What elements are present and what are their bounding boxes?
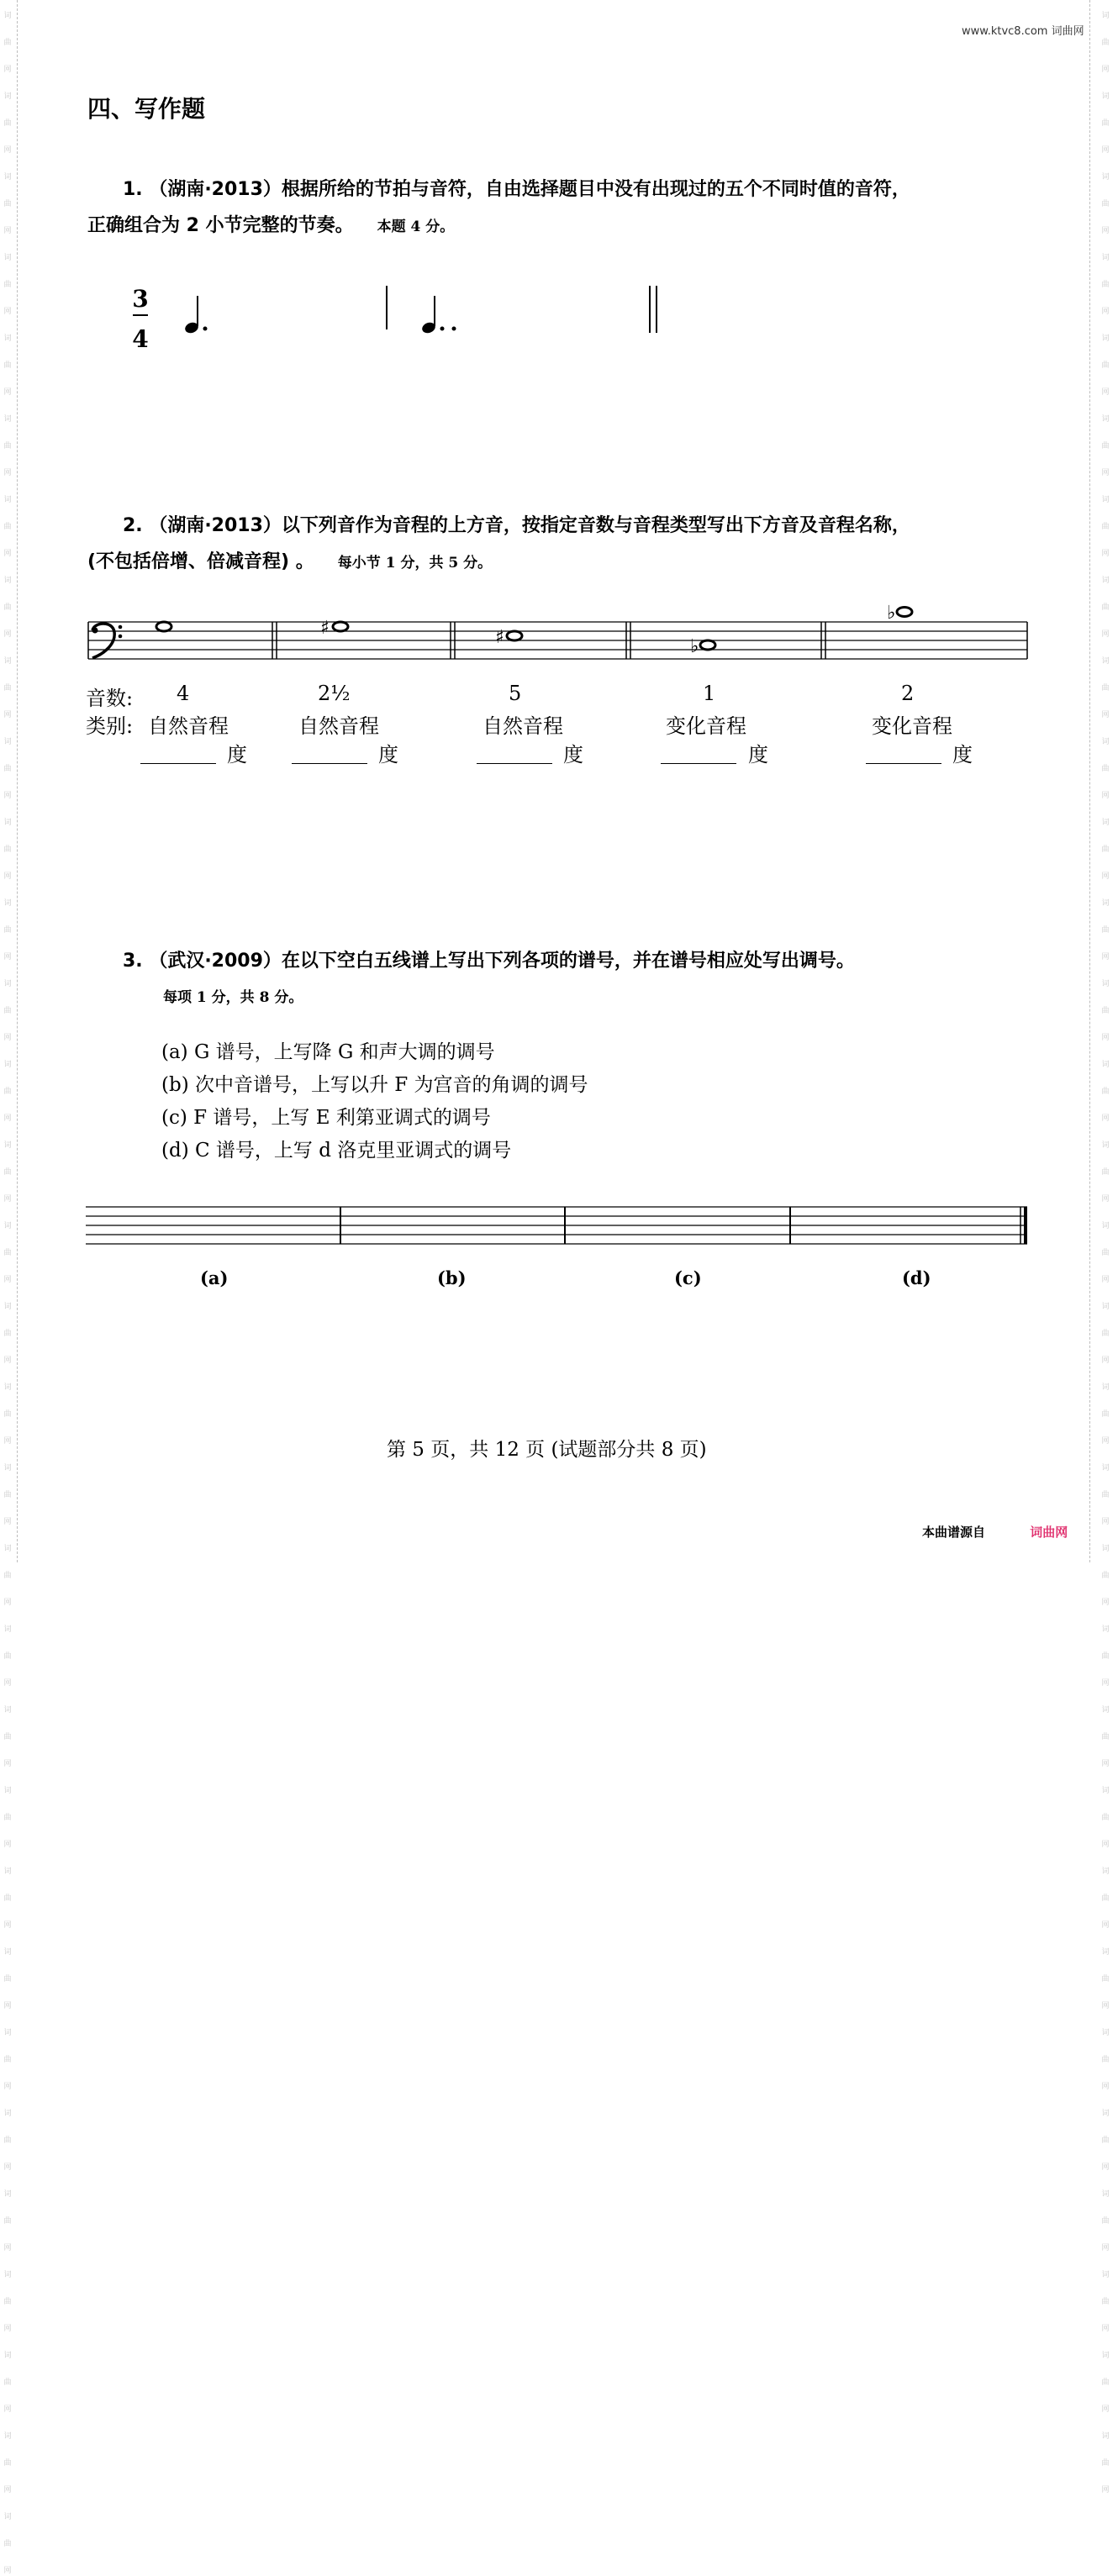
answer-blank[interactable] [292, 763, 367, 764]
interval-number: 1 [703, 682, 716, 705]
double-dotted-quarter-note [420, 296, 456, 335]
q3-blank-staff [84, 1200, 1034, 1251]
watermark-char: 词 [3, 1141, 12, 1150]
watermark-char: 曲 [1101, 845, 1110, 854]
watermark-char: 曲 [3, 200, 12, 208]
watermark-char: 网 [3, 711, 12, 719]
answer-blank[interactable] [661, 763, 736, 764]
watermark-char: 曲 [1101, 1088, 1110, 1096]
watermark-char: 网 [1101, 388, 1110, 397]
degree-unit: 度 [748, 743, 768, 766]
q2-text-line2-row [87, 547, 492, 573]
q2-bass-staff [84, 605, 1034, 664]
watermark-char: 词 [3, 980, 12, 988]
staff-measure-label: (d) [902, 1267, 931, 1288]
watermark-char: 词 [1101, 738, 1110, 746]
interval-number: 2½ [318, 682, 351, 705]
watermark-char: 曲 [1101, 281, 1110, 289]
watermark-char: 网 [1101, 66, 1110, 74]
watermark-char: 词 [1101, 1464, 1110, 1472]
q1-text-line2: 正确组合为 2 小节完整的节奏。 [87, 215, 354, 236]
interval-number: 2 [901, 682, 915, 705]
watermark-char: 曲 [3, 684, 12, 693]
watermark-char: 网 [1101, 2405, 1110, 2414]
watermark-char: 词 [3, 254, 12, 262]
watermark-char: 网 [1101, 2486, 1110, 2494]
watermark-char: 网 [1101, 146, 1110, 155]
watermark-char: 曲 [3, 442, 12, 450]
watermark-char: 词 [3, 657, 12, 666]
q1-text-line1: 1. （湖南·2013）根据所给的节拍与音符，自由选择题目中没有出现过的五个不同时值的音符， [123, 179, 910, 200]
watermark-char: 词 [1101, 657, 1110, 666]
watermark-char: 曲 [3, 1572, 12, 1580]
watermark-char: 词 [3, 1545, 12, 1553]
interval-type: 变化音程 [666, 714, 746, 738]
q1-time-signature-top: 3 [132, 285, 149, 313]
watermark-char: 词 [1101, 1625, 1110, 1634]
watermark-char: 曲 [1101, 361, 1110, 370]
watermark-char: 曲 [1101, 523, 1110, 531]
q3-item: (b) 次中音谱号，上写以升 F 为宫音的角调的调号 [161, 1074, 588, 1096]
watermark-char: 曲 [1101, 1410, 1110, 1419]
watermark-char: 词 [1101, 1141, 1110, 1150]
watermark-char: 词 [3, 2352, 12, 2360]
watermark-char: 曲 [3, 1491, 12, 1499]
watermark-char: 网 [1101, 1034, 1110, 1042]
site-name: 词曲网 [1051, 25, 1084, 38]
watermark-char: 词 [1101, 819, 1110, 827]
watermark-char: 网 [3, 2567, 12, 2575]
watermark-char: 词 [1101, 12, 1110, 20]
q2-numbers-label: 音数: [86, 687, 134, 710]
watermark-char: 词 [3, 1625, 12, 1634]
watermark-char: 曲 [1101, 2459, 1110, 2468]
watermark-char: 网 [3, 2405, 12, 2414]
watermark-char: 网 [1101, 1760, 1110, 1768]
left-watermark-strip [2, 12, 13, 2575]
watermark-char: 曲 [3, 281, 12, 289]
watermark-char: 网 [1101, 2325, 1110, 2333]
watermark-char: 网 [3, 1114, 12, 1123]
q1-text-line2-row [87, 211, 454, 237]
watermark-char: 词 [1101, 254, 1110, 262]
watermark-char: 词 [3, 173, 12, 182]
watermark-char: 网 [3, 308, 12, 316]
watermark-char: 网 [1101, 1195, 1110, 1204]
watermark-char: 词 [1101, 899, 1110, 908]
page-info: 第 5 页，共 12 页 (试题部分共 8 页) [387, 1439, 707, 1461]
watermark-char: 网 [3, 792, 12, 800]
q2-types-label: 类别: [86, 714, 134, 738]
degree-unit: 度 [378, 743, 398, 766]
site-url: www.ktvc8.com [962, 25, 1048, 38]
flat-accidental-icon: ♭ [690, 636, 699, 657]
watermark-char: 曲 [1101, 1975, 1110, 1983]
watermark-char: 网 [3, 1034, 12, 1042]
watermark-char: 曲 [3, 1007, 12, 1015]
watermark-char: 网 [1101, 1437, 1110, 1446]
watermark-char: 网 [1101, 1356, 1110, 1365]
watermark-char: 词 [1101, 173, 1110, 182]
watermark-char: 网 [1101, 2163, 1110, 2172]
source-brand[interactable]: 词曲网 [1030, 1525, 1068, 1540]
watermark-char: 词 [3, 92, 12, 101]
watermark-char: 曲 [1101, 442, 1110, 450]
watermark-char: 曲 [1101, 1572, 1110, 1580]
watermark-char: 曲 [3, 2056, 12, 2064]
watermark-char: 网 [1101, 2244, 1110, 2252]
watermark-char: 词 [1101, 2190, 1110, 2199]
watermark-char: 词 [1101, 1061, 1110, 1069]
watermark-char: 曲 [1101, 39, 1110, 47]
watermark-char: 词 [3, 1222, 12, 1230]
watermark-char: 曲 [3, 523, 12, 531]
whole-note [700, 640, 715, 650]
watermark-char: 词 [3, 1867, 12, 1876]
watermark-char: 网 [3, 227, 12, 235]
staff-lines [86, 1207, 1027, 1244]
watermark-char: 曲 [1101, 200, 1110, 208]
watermark-char: 词 [3, 496, 12, 504]
whole-note [507, 631, 522, 640]
interval-type: 自然音程 [298, 714, 379, 738]
watermark-char: 曲 [1101, 119, 1110, 128]
watermark-char: 网 [3, 1437, 12, 1446]
watermark-char: 曲 [3, 2136, 12, 2145]
watermark-char: 网 [1101, 953, 1110, 961]
watermark-char: 词 [1101, 92, 1110, 101]
watermark-char: 网 [1101, 2002, 1110, 2010]
watermark-char: 网 [1101, 711, 1110, 719]
watermark-char: 词 [1101, 496, 1110, 504]
interval-type: 自然音程 [148, 714, 229, 738]
watermark-char: 网 [3, 872, 12, 881]
watermark-char: 曲 [3, 1330, 12, 1338]
site-watermark [962, 22, 1084, 38]
q2-text-line2: (不包括倍增、倍减音程) 。 [87, 551, 314, 572]
watermark-char: 词 [3, 1948, 12, 1957]
right-dashed-rule [1089, 0, 1090, 1562]
watermark-char: 网 [3, 953, 12, 961]
watermark-char: 词 [3, 2110, 12, 2118]
q3-score-note: 每项 1 分，共 8 分。 [163, 989, 303, 1006]
watermark-char: 网 [3, 1518, 12, 1526]
interval-number: 5 [509, 682, 522, 705]
watermark-char: 曲 [1101, 1733, 1110, 1741]
watermark-char: 网 [3, 630, 12, 639]
watermark-char: 曲 [1101, 2136, 1110, 2145]
q1-score-note: 本题 4 分。 [377, 219, 455, 235]
watermark-char: 词 [1101, 1545, 1110, 1553]
watermark-char: 词 [1101, 1222, 1110, 1230]
dotted-quarter-note [183, 296, 207, 335]
watermark-char: 词 [1101, 1303, 1110, 1311]
watermark-char: 曲 [1101, 1249, 1110, 1257]
watermark-char: 网 [3, 1921, 12, 1930]
watermark-char: 词 [3, 1303, 12, 1311]
watermark-char: 曲 [3, 1168, 12, 1177]
interval-number: 4 [177, 682, 190, 705]
watermark-char: 网 [3, 2083, 12, 2091]
watermark-char: 曲 [3, 119, 12, 128]
degree-unit: 度 [952, 743, 973, 766]
watermark-char: 词 [3, 415, 12, 424]
watermark-char: 词 [1101, 1948, 1110, 1957]
watermark-char: 网 [3, 550, 12, 558]
watermark-char: 词 [1101, 2029, 1110, 2037]
watermark-char: 曲 [3, 926, 12, 935]
whole-note [333, 622, 348, 631]
watermark-char: 网 [1101, 792, 1110, 800]
watermark-char: 词 [1101, 577, 1110, 585]
flat-accidental-icon: ♭ [887, 603, 896, 624]
watermark-char: 曲 [3, 2540, 12, 2548]
watermark-char: 曲 [1101, 2217, 1110, 2226]
watermark-char: 曲 [3, 2459, 12, 2468]
watermark-char: 曲 [3, 2217, 12, 2226]
watermark-char: 曲 [1101, 1330, 1110, 1338]
watermark-char: 词 [1101, 1383, 1110, 1392]
watermark-char: 曲 [1101, 765, 1110, 773]
watermark-char: 词 [3, 819, 12, 827]
watermark-char: 曲 [3, 39, 12, 47]
watermark-char: 词 [3, 1061, 12, 1069]
left-dashed-rule [17, 0, 18, 1562]
watermark-char: 网 [1101, 1679, 1110, 1688]
sharp-accidental-icon: ♯ [320, 618, 330, 639]
watermark-char: 曲 [1101, 2056, 1110, 2064]
whole-note [156, 622, 171, 631]
watermark-char: 词 [3, 899, 12, 908]
watermark-char: 曲 [1101, 2378, 1110, 2387]
q3-item: (d) C 谱号，上写 d 洛克里亚调式的调号 [161, 1140, 512, 1162]
watermark-char: 曲 [3, 1975, 12, 1983]
watermark-char: 词 [1101, 415, 1110, 424]
watermark-char: 词 [1101, 1706, 1110, 1715]
watermark-char: 词 [1101, 1867, 1110, 1876]
watermark-char: 词 [3, 738, 12, 746]
degree-unit: 度 [563, 743, 583, 766]
watermark-char: 曲 [3, 2378, 12, 2387]
q3-item: (a) G 谱号，上写降 G 和声大调的调号 [161, 1041, 495, 1063]
q3-item: (c) F 谱号，上写 E 利第亚调式的调号 [161, 1107, 491, 1129]
watermark-char: 曲 [1101, 1168, 1110, 1177]
watermark-char: 曲 [3, 1814, 12, 1822]
answer-blank[interactable] [477, 763, 552, 764]
watermark-char: 网 [3, 1841, 12, 1849]
watermark-char: 词 [1101, 2110, 1110, 2118]
watermark-char: 曲 [3, 1410, 12, 1419]
watermark-char: 网 [1101, 1276, 1110, 1284]
watermark-char: 网 [3, 2325, 12, 2333]
watermark-char: 词 [3, 2432, 12, 2441]
watermark-char: 曲 [3, 845, 12, 854]
watermark-char: 曲 [1101, 684, 1110, 693]
q3-text-line1: 3. （武汉·2009）在以下空白五线谱上写出下列各项的谱号，并在谱号相应处写出调号。 [123, 951, 855, 972]
watermark-char: 网 [3, 2002, 12, 2010]
watermark-char: 曲 [3, 1088, 12, 1096]
interval-type: 变化音程 [872, 714, 952, 738]
interval-type: 自然音程 [483, 714, 563, 738]
watermark-char: 曲 [3, 603, 12, 612]
watermark-char: 曲 [1101, 1894, 1110, 1903]
watermark-char: 词 [3, 1464, 12, 1472]
watermark-char: 网 [1101, 227, 1110, 235]
watermark-char: 网 [3, 388, 12, 397]
watermark-char: 曲 [1101, 2298, 1110, 2306]
sharp-accidental-icon: ♯ [495, 627, 504, 648]
watermark-char: 曲 [1101, 603, 1110, 612]
watermark-char: 网 [3, 1679, 12, 1688]
watermark-char: 网 [3, 2486, 12, 2494]
watermark-char: 网 [3, 66, 12, 74]
watermark-char: 曲 [1101, 1814, 1110, 1822]
watermark-char: 网 [3, 1195, 12, 1204]
source-prefix: 本曲谱源自 [922, 1525, 986, 1540]
staff-lines [88, 622, 1027, 659]
staff-measure-label: (a) [200, 1267, 229, 1288]
watermark-char: 词 [3, 1787, 12, 1795]
watermark-char: 词 [3, 2271, 12, 2279]
watermark-char: 词 [1101, 2432, 1110, 2441]
watermark-char: 曲 [3, 1894, 12, 1903]
watermark-char: 曲 [3, 361, 12, 370]
watermark-char: 曲 [3, 2298, 12, 2306]
watermark-char: 词 [1101, 1787, 1110, 1795]
watermark-char: 网 [3, 1276, 12, 1284]
staff-measure-label: (c) [674, 1267, 702, 1288]
watermark-char: 网 [1101, 872, 1110, 881]
watermark-char: 词 [1101, 2352, 1110, 2360]
watermark-char: 词 [3, 2029, 12, 2037]
q1-time-signature-bottom: 4 [132, 325, 149, 353]
watermark-char: 网 [3, 1599, 12, 1607]
watermark-char: 词 [1101, 980, 1110, 988]
watermark-char: 网 [1101, 550, 1110, 558]
watermark-char: 曲 [1101, 1491, 1110, 1499]
answer-blank[interactable] [140, 763, 216, 764]
watermark-char: 网 [3, 2244, 12, 2252]
q2-text-line1: 2. （湖南·2013）以下列音作为音程的上方音，按指定音数与音程类型写出下方音及音程名称， [123, 515, 910, 536]
watermark-char: 词 [3, 2513, 12, 2521]
watermark-char: 曲 [1101, 1652, 1110, 1661]
watermark-char: 曲 [1101, 926, 1110, 935]
watermark-char: 词 [3, 12, 12, 20]
q2-score-note: 每小节 1 分，共 5 分。 [337, 555, 493, 572]
watermark-char: 网 [3, 2163, 12, 2172]
watermark-char: 网 [3, 1760, 12, 1768]
whole-note [897, 608, 912, 617]
watermark-char: 网 [1101, 308, 1110, 316]
watermark-char: 词 [3, 1383, 12, 1392]
watermark-char: 网 [1101, 1599, 1110, 1607]
watermark-char: 网 [3, 1356, 12, 1365]
watermark-char: 曲 [3, 1733, 12, 1741]
section-title: 四、写作题 [87, 95, 206, 123]
watermark-char: 词 [1101, 335, 1110, 343]
staff-measure-label: (b) [437, 1267, 467, 1288]
right-watermark-strip [1100, 12, 1111, 2494]
watermark-char: 曲 [3, 1249, 12, 1257]
watermark-char: 网 [3, 146, 12, 155]
watermark-char: 词 [3, 577, 12, 585]
watermark-char: 词 [1101, 2271, 1110, 2279]
source-credit [922, 1523, 1068, 1541]
watermark-char: 网 [1101, 630, 1110, 639]
watermark-char: 词 [3, 335, 12, 343]
watermark-char: 网 [1101, 1921, 1110, 1930]
double-barline [650, 286, 657, 333]
watermark-char: 曲 [1101, 1007, 1110, 1015]
watermark-char: 网 [1101, 1114, 1110, 1123]
degree-unit: 度 [227, 743, 247, 766]
watermark-char: 网 [1101, 1518, 1110, 1526]
watermark-char: 曲 [3, 765, 12, 773]
watermark-char: 词 [3, 2190, 12, 2199]
watermark-char: 词 [3, 1706, 12, 1715]
q1-rhythm-line [118, 277, 689, 361]
answer-blank[interactable] [866, 763, 941, 764]
watermark-char: 网 [3, 469, 12, 477]
watermark-char: 网 [1101, 469, 1110, 477]
watermark-char: 网 [1101, 1841, 1110, 1849]
watermark-char: 网 [1101, 2083, 1110, 2091]
watermark-char: 曲 [3, 1652, 12, 1661]
